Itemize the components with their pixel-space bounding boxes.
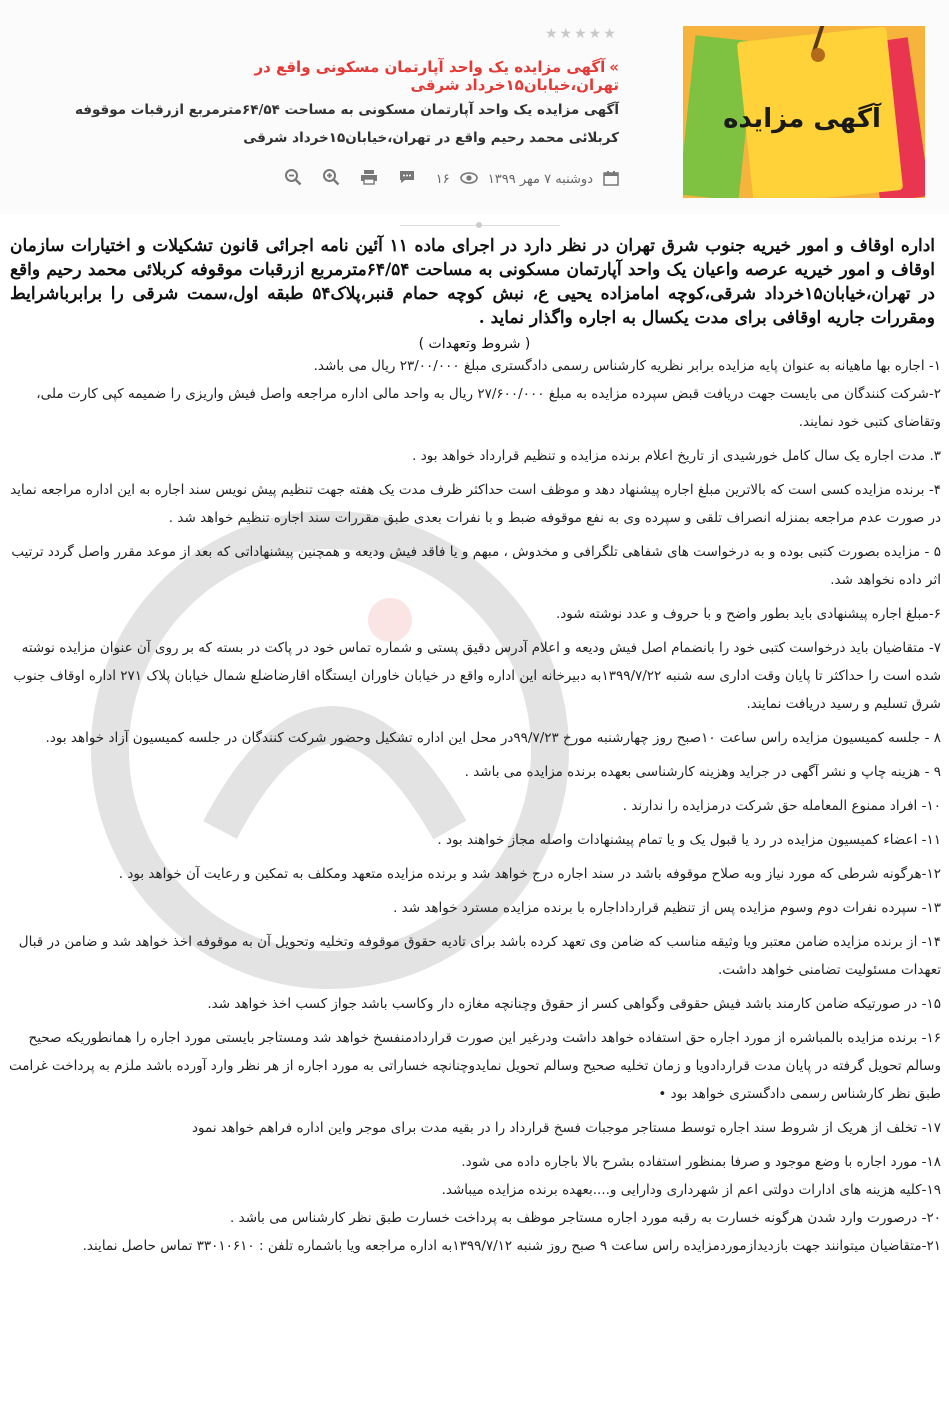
article-lead: آگهی مزایده یک واحد آپارتمان مسکونی به مساحت ۶۴/۵۴مترمربع ازرقبات موقوفه کربلائی محمد رحیم واقع در تهران،خیابان۱۵خرداد شرقی (74, 102, 619, 146)
article-title[interactable] (99, 58, 619, 94)
condition-item: ۲-شرکت کنندگان می بایست جهت دریافت قبض سپرده مزایده به مبلغ ۲۷/۶۰۰/۰۰۰ ریال به واحد مالی اداره مراجعه واصل فیش واریزی را ضمیمه کپی کارت ملی، وتقاضای کتبی خود نمایند. (36, 386, 941, 430)
condition-item: ۸ - جلسه کمیسیون مزایده راس ساعت ۱۰صبح روز چهارشنبه مورخ ۹۹/۷/۲۳در محل این اداره تشکیل وحضور شرکت کنندگان در جلسه کمیسیون آزاد خواهد بود. (45, 730, 941, 746)
conditions-list (6, 352, 941, 1266)
condition-item: ۶-مبلغ اجاره پیشنهادی باید بطور واضح و با حروف و عدد نوشته شود. (555, 606, 941, 622)
chevron-icon: » (609, 58, 619, 76)
condition-item: ۱۸- مورد اجاره با وضع موجود و صرفا بمنظور استفاده بشرح بالا باجاره داده می شود. (461, 1154, 941, 1170)
article-header (0, 0, 949, 214)
condition-item: ۵ - مزایده بصورت کتبی بوده و به درخواست های شفاهی تلگرافی و مخدوش ، مبهم و یا فاقد فیش ودیعه و همچنین پیشنهاداتی که بعد از موعد مقرر واصل گردد ترتیب اثر داده نخواهد شد. (11, 544, 941, 588)
condition-item: ۱۶- برنده مزایده بالمباشره از مورد اجاره حق استفاده خواهد داشت ودرغیر این صورت قراردادمنفسخ خواهد شد ومستاجر بایستی مورد اجاره را همانطوریکه صحیح وسالم تحویل گرفته در پایان مدت قراردادویا و زمان تخلیه صحیح وسالم تحویل نمایدوچنانچه خساراتی به مورد اجاره از هر نظر وارد آورده باشد ملزم به پرداخت غرامت طبق نظر کارشناس رسمی دادگستری خواهد بود • (9, 1030, 941, 1102)
section-divider (0, 222, 949, 230)
condition-item: ۳. مدت اجاره یک سال کامل خورشیدی از تاریخ اعلام برنده مزایده و تنظیم قرارداد خواهد بود . (412, 448, 941, 464)
print-icon[interactable] (360, 169, 378, 190)
calendar-icon (603, 170, 619, 190)
article-meta (284, 168, 619, 191)
article-title-text[interactable]: آگهی مزایده یک واحد آپارتمان مسکونی واقع در تهران،خیابان۱۵خرداد شرقی (254, 58, 619, 94)
condition-item: ۷- متقاضیان باید درخواست کتبی خود را بانضمام اصل فیش ودیعه و اعلام آدرس دقیق پستی و شماره تماس خود در پاکت در بسته که بر روی آن عنوان مزایده نوشته شده است را حداکثر تا پایان وقت اداری سه شنبه ۱۳۹۹/۷/۲۲به دبیرخانه این اداره واقع در خیابان خاوران ایستگاه اقارضاضلع شمال خیابان پلاک ۲۷۱ اداره اوقاف جنوب شرق تسلیم و رسید دریافت نمایند. (13, 640, 941, 712)
thumb-hole (811, 48, 825, 62)
divider-dot (476, 222, 482, 228)
condition-item: ۱۳- سپرده نفرات دوم وسوم مزایده پس از تنظیم قرارداداجاره با برنده مزایده مسترد خواهد شد . (393, 900, 941, 916)
conditions-heading: ( شروط وتعهدات ) (418, 336, 531, 352)
condition-item: ۱۵- در صورتیکه ضامن کارمند باشد فیش حقوقی وگواهی کسر از حقوق وچنانچه مغازه دار وکاسب باشد جواز کسب اخذ خواهد شد. (207, 996, 941, 1012)
publish-date: دوشنبه ۷ مهر ۱۳۹۹ (487, 172, 593, 187)
rating-stars[interactable]: ★★★★★ (545, 26, 618, 42)
condition-item: ۴- برنده مزایده کسی است که بالاترین مبلغ اجاره پیشنهاد دهد و موظف است حداکثر ظرف مدت یک هفته جهت تنظیم پیش نویس سند اجاره به این اداره مراجعه نماید در صورت عدم مراجعه بمنزله انصراف تلقی و سپرده وی به نفع موقوفه ضبط و با نفرات بعدی طبق مقررات سند اجاره تنظیم خواهد شد . (10, 482, 941, 526)
condition-item: ۱- اجاره بها ماهیانه به عنوان پایه مزایده برابر نظریه کارشناس رسمی دادگستری مبلغ ۲۳/۰۰/۰۰۰ ریال می باشد. (313, 358, 941, 374)
condition-item: ۹ - هزینه چاپ و نشر آگهی در جراید وهزینه کارشناسی بعهده برنده مزایده می باشد . (464, 764, 941, 780)
condition-item: ۱۰- افراد ممنوع المعامله حق شرکت درمزایده را ندارند . (622, 798, 941, 814)
condition-item: ۱۴- از برنده مزایده ضامن معتبر ویا وثیقه مناسب که ضامن وی تعهد کرده باشد برای تادیه حقوق موقوفه وتخلیه وتحویل آن به موقوفه اخذ خواهد شد و ضامن در قبال تعهدات مسئولیت تضامنی خواهد داشت. (18, 934, 941, 978)
notice-intro: اداره اوقاف و امور خیریه جنوب شرق تهران در نظر دارد در اجرای ماده ۱۱ آئین نامه اجرائی قانون تشکیلات و اختیارات سازمان اوقاف و امور خیریه عرصه واعیان یک واحد آپارتمان مسکونی به مساحت ۶۴/۵۴مترمربع ازرقبات موقوفه کربلائی محمد رحیم واقع در تهران،خیابان۱۵خرداد شرقی،کوچه امامزاده یحیی ع، نبش کوچه حمام قنبر،پلاک۵۴ طبقه اول،سمت شرقی را برابرباشرایط ومقررات جاریه اوقافی برای مدت یکسال به اجاره واگذار نماید . (10, 236, 936, 328)
eye-icon (460, 170, 478, 189)
zoom-in-icon[interactable] (322, 168, 340, 191)
condition-item: ۲۱-متقاضیان میتوانند جهت بازدیدازموردمزایده راس ساعت ۹ صبح روز شنبه ۱۳۹۹/۷/۱۲به اداره مراجعه ویا باشماره تلفن : ۳۳۰۱۰۶۱۰ تماس حاصل نمایند. (82, 1238, 941, 1254)
article-thumbnail[interactable] (683, 26, 925, 198)
thumbnail-text: آگهی مزایده (723, 104, 881, 134)
zoom-out-icon[interactable] (284, 168, 302, 191)
condition-item: ۲۰- درصورت وارد شدن هرگونه خسارت به رقبه مورد اجاره مستاجر موظف به پرداخت خسارت طبق نظر کارشناس می باشد . (230, 1210, 941, 1226)
comment-icon[interactable] (398, 169, 416, 190)
condition-item: ۱۱- اعضاء کمیسیون مزایده در رد یا قبول یک و یا تمام پیشنهادات واصله مجاز خواهند بود . (437, 832, 941, 848)
condition-item: ۱۲-هرگونه شرطی که مورد نیاز وبه صلاح موقوفه باشد در سند اجاره درج خواهد شد و برنده مزایده متعهد ومکلف به تمکین و رعایت آن خواهد بود . (118, 866, 941, 882)
condition-item: ۱۹-کلیه هزینه های ادارات دولتی اعم از شهرداری ودارایی و....بعهده برنده مزایده میباشد. (441, 1182, 941, 1198)
condition-item: ۱۷- تخلف از هریک از شروط سند اجاره توسط مستاجر موجبات فسخ قرارداد را در بقیه مدت برای موجر واین اداره فراهم خواهد نمود (192, 1120, 941, 1136)
view-count: ۱۶ (435, 172, 450, 187)
